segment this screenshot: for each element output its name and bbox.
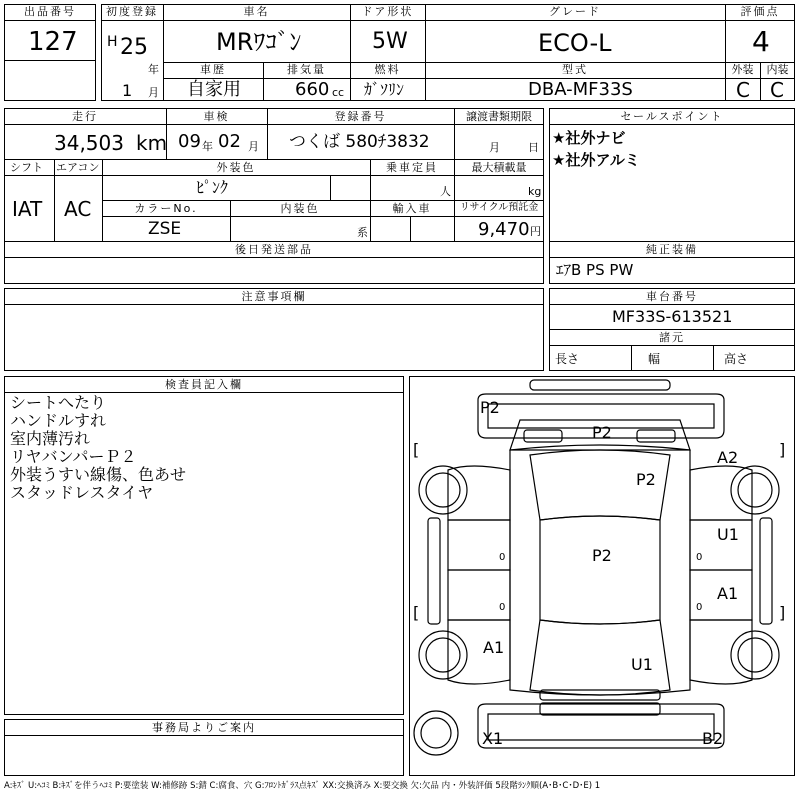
inspection-month-unit: 月 xyxy=(248,140,259,153)
model-label: 型式 xyxy=(562,63,588,76)
length-label: 長さ xyxy=(555,352,580,366)
mark-right-front-door: U1 xyxy=(717,525,739,544)
transfer-label: 譲渡書類期限 xyxy=(466,110,532,123)
equipment-label: 純正装備 xyxy=(646,243,698,256)
mileage-label: 走行 xyxy=(72,110,98,123)
interior-score: C xyxy=(770,78,784,102)
inspection-year-unit: 年 xyxy=(202,140,213,153)
front-bumper-outline xyxy=(478,704,724,748)
body-outline xyxy=(510,445,690,695)
small-zero-4: 0 xyxy=(696,602,703,613)
color-no-label: カラーNo. xyxy=(134,202,198,215)
sales-point-2: ★社外アルミ xyxy=(552,151,640,169)
reg-year-unit: 年 xyxy=(148,63,159,76)
door-type: 5W xyxy=(372,29,408,54)
grade: ECO-L xyxy=(538,29,612,57)
inspection-month: 02 xyxy=(218,131,241,152)
capacity-unit: 人 xyxy=(440,185,451,198)
color-label: 外装色 xyxy=(216,161,256,174)
fuel: ｶﾞｿﾘﾝ xyxy=(364,80,405,99)
legend: A:ｷｽﾞ U:ﾍｺﾐ B:ｷｽﾞを伴うﾍｺﾐ P:要塗装 W:補修跡 S:錆 C:腐食、穴 G:ﾌﾛﾝﾄｶﾞﾗｽ点ｷｽﾞ XX:交換済み X:要交換 欠:欠品 内・外装評価 5段階ﾗﾝｸ順(A･B･C･D･E) 1 xyxy=(4,781,601,791)
caution-label: 注意事項欄 xyxy=(241,290,307,303)
ac-label: エアコン xyxy=(56,161,100,174)
cabin xyxy=(540,516,660,624)
displacement-unit: cc xyxy=(332,86,345,99)
mileage: 34,503 xyxy=(54,131,124,155)
mark-cabin: P2 xyxy=(592,546,612,565)
inspector-label: 検査員記入欄 xyxy=(165,378,243,391)
mark-rear-window: P2 xyxy=(592,423,612,442)
inspector-note: 室内薄汚れ xyxy=(10,429,91,448)
mark-rear-bumper: P2 xyxy=(480,398,500,417)
reg-year: 25 xyxy=(120,35,148,60)
mark-roof: P2 xyxy=(636,470,656,489)
load-unit: kg xyxy=(528,185,542,198)
chassis-label: 車台番号 xyxy=(646,290,698,303)
recycle-label: リサイクル預託金 xyxy=(459,202,539,213)
history: 自家用 xyxy=(187,79,241,100)
lot-label: 出品番号 xyxy=(24,5,76,18)
mark-left-front-door: A2 xyxy=(717,448,739,467)
rear-spoiler xyxy=(530,380,670,390)
history-label: 車歴 xyxy=(200,63,226,76)
mark-hood: U1 xyxy=(631,655,653,674)
inspector-note: 外装うすい線傷、色あせ xyxy=(10,465,187,484)
small-zero-1: 0 xyxy=(499,552,506,563)
inspector-note: リヤバンパーＰ２ xyxy=(10,447,137,466)
sales-point-1: ★社外ナビ xyxy=(552,129,626,147)
exterior-label: 外装 xyxy=(731,63,754,76)
load-label: 最大積載量 xyxy=(471,161,527,174)
air-conditioner: AC xyxy=(64,197,92,221)
office-label: 事務局よりご案内 xyxy=(152,721,256,734)
sales-label: セールスポイント xyxy=(620,110,724,123)
capacity-label: 乗車定員 xyxy=(386,161,438,174)
inspector-note: シートへたり xyxy=(10,393,107,412)
shift: IAT xyxy=(12,197,43,221)
inspector-note: ハンドルすれ xyxy=(10,411,107,430)
reg-month-unit: 月 xyxy=(148,86,159,99)
transfer-day-unit: 日 xyxy=(528,141,539,154)
interior-color-label: 内装色 xyxy=(280,202,320,215)
exterior-score: C xyxy=(736,78,750,102)
inspection-label: 車検 xyxy=(203,110,230,123)
later-parts-label: 後日発送部品 xyxy=(235,243,313,256)
equipment: ｴｱB PS PW xyxy=(556,261,634,279)
recycle-unit: 円 xyxy=(530,225,541,238)
name-label: 車名 xyxy=(243,5,270,18)
first-reg-label: 初度登録 xyxy=(106,5,158,18)
interior-color-unit: 系 xyxy=(357,226,368,239)
mark-left-rear-quarter: A1 xyxy=(483,638,505,657)
color-number: ZSE xyxy=(148,219,182,239)
mark-front-left: X1 xyxy=(482,729,504,748)
bracket-left-2: [ xyxy=(413,603,420,622)
mileage-unit: km xyxy=(136,131,168,155)
bracket-left-1: [ xyxy=(413,440,420,459)
chassis-number: MF33S-613521 xyxy=(612,307,733,326)
displacement: 660 xyxy=(295,79,330,100)
recycle-fee: 9,470 xyxy=(478,219,530,240)
mark-front-right: B2 xyxy=(702,729,724,748)
plate-label: 登録番号 xyxy=(334,110,387,123)
door-label: ドア形状 xyxy=(361,5,414,18)
lot-number: 127 xyxy=(28,27,78,57)
shift-label: シフト xyxy=(10,161,43,174)
mark-right-rear-door: A1 xyxy=(717,584,739,603)
reg-month: 1 xyxy=(122,81,133,100)
inspection-year: 09 xyxy=(178,131,201,152)
small-zero-3: 0 xyxy=(696,552,703,563)
score-label: 評価点 xyxy=(740,5,780,18)
era: H xyxy=(107,34,118,50)
height-label: 高さ xyxy=(724,352,749,366)
grade-label: グレード xyxy=(549,5,601,18)
inspector-note: スタッドレスタイヤ xyxy=(10,483,154,502)
dims-label: 諸元 xyxy=(659,331,685,344)
car-name: MRﾜｺﾞﾝ xyxy=(216,28,302,56)
model: DBA-MF33S xyxy=(528,79,633,100)
plate-number: つくば 580ﾁ3832 xyxy=(289,132,430,152)
exterior-color: ﾋﾟﾝｸ xyxy=(196,178,229,197)
score: 4 xyxy=(752,25,770,58)
width-label: 幅 xyxy=(648,352,661,366)
displacement-label: 排気量 xyxy=(287,63,326,76)
interior-label: 内装 xyxy=(766,63,789,76)
fuel-label: 燃料 xyxy=(374,63,401,76)
import-label: 輸入車 xyxy=(392,202,432,215)
transfer-month-unit: 月 xyxy=(489,141,500,154)
small-zero-2: 0 xyxy=(499,602,506,613)
bracket-right-1: ] xyxy=(779,440,786,459)
bracket-right-2: ] xyxy=(779,603,786,622)
